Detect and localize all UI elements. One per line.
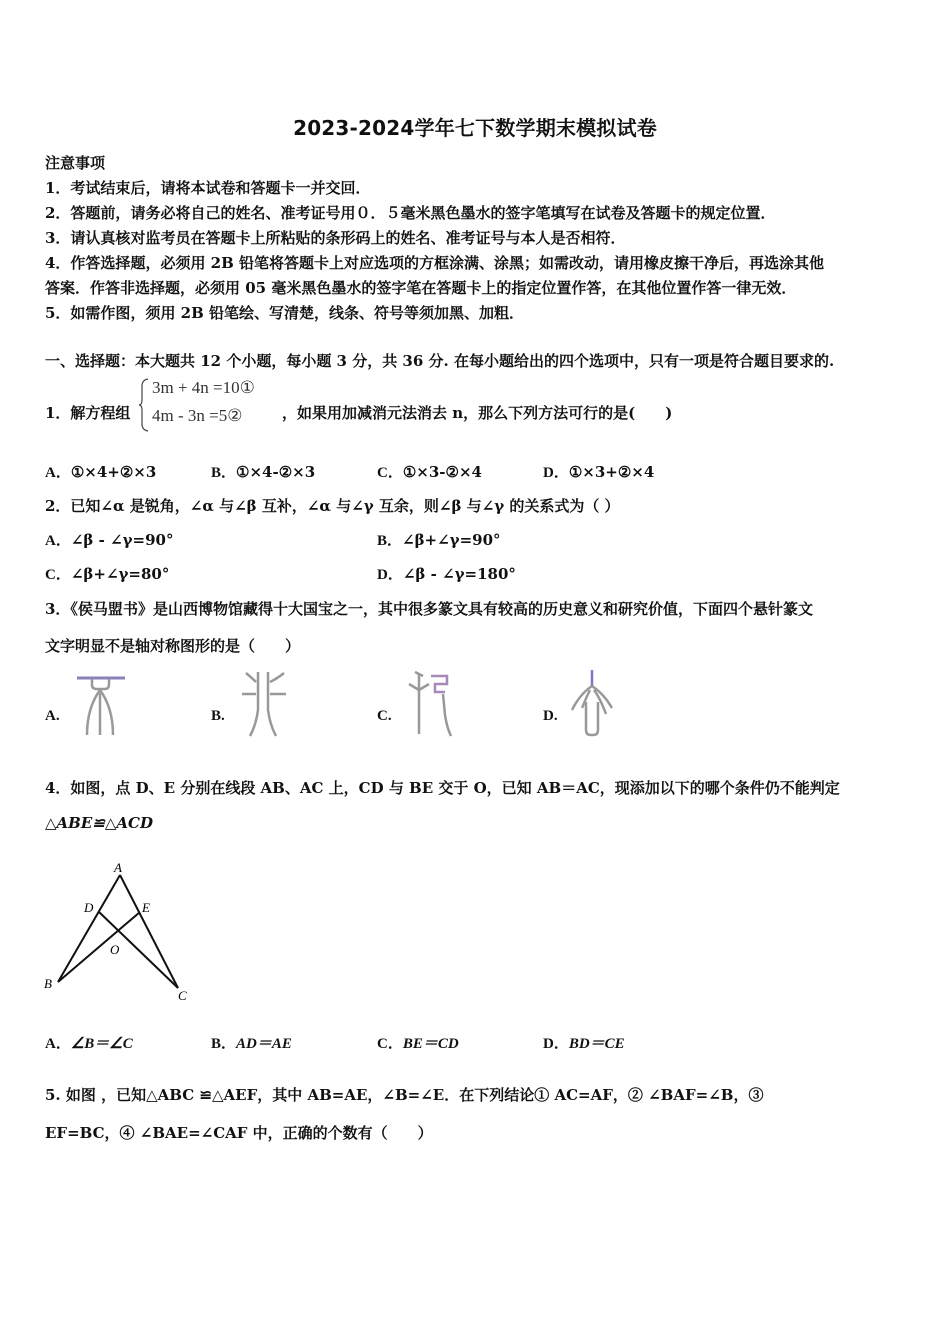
notice-heading: 注意事项 bbox=[45, 154, 106, 172]
q1-option-a[interactable]: A．①×4+②×3 bbox=[45, 463, 157, 481]
seal-glyph-b-icon bbox=[238, 670, 293, 738]
notice-item-3: 3．请认真核对监考员在答题卡上所粘贴的条形码上的姓名、准考证号与本人是否相符． bbox=[45, 229, 626, 247]
q3-option-a[interactable]: A. bbox=[45, 708, 60, 724]
svg-text:D: D bbox=[84, 900, 94, 915]
notice-item-5: 5．如需作图，须用 2B 铅笔绘、写清楚，线条、符号等须加黑、加粗． bbox=[45, 304, 524, 322]
question-5-stem-line2: EF=BC，④ ∠BAE=∠CAF 中，正确的个数有（ ） bbox=[45, 1124, 433, 1142]
q2-option-a[interactable]: A．∠β - ∠γ=90° bbox=[45, 531, 174, 549]
question-4-stem-line1: 4．如图，点 D、E 分别在线段 AB、AC 上，CD 与 BE 交于 O，已知 AB＝AC，现添加以下的哪个条件仍不能判定 bbox=[45, 779, 840, 797]
q2-option-d[interactable]: D．∠β - ∠γ=180° bbox=[377, 565, 516, 583]
q4-option-d[interactable]: D．BD＝CE bbox=[543, 1036, 625, 1052]
svg-text:B: B bbox=[44, 976, 52, 991]
question-3-stem-line1: 3．《侯马盟书》是山西博物馆藏得十大国宝之一，其中很多篆文具有较高的历史意义和研究价值，下面四个悬针篆文 bbox=[45, 600, 813, 618]
svg-text:A: A bbox=[114, 860, 122, 875]
question-2-stem: 2．已知∠α 是锐角，∠α 与∠β 互补，∠α 与∠γ 互余，则∠β 与∠γ 的关系式为（ ） bbox=[45, 497, 620, 515]
q4-option-b[interactable]: B．AD＝AE bbox=[211, 1036, 292, 1052]
q3-option-b[interactable]: B. bbox=[211, 708, 225, 724]
q3-option-d[interactable]: D. bbox=[543, 708, 558, 724]
question-4-stem-line2: △ABE≌△ACD bbox=[45, 814, 153, 832]
svg-text:C: C bbox=[178, 988, 187, 1003]
question-3-stem-line2: 文字明显不是轴对称图形的是（ ） bbox=[45, 637, 301, 655]
q3-option-c[interactable]: C. bbox=[377, 708, 392, 724]
q1-option-b[interactable]: B．①×4-②×3 bbox=[211, 463, 316, 481]
question-1-suffix: ，如果用加减消元法消去 n，那么下列方法可行的是( ) bbox=[282, 404, 673, 422]
q1-option-d[interactable]: D．①×3+②×4 bbox=[543, 463, 655, 481]
equation-1: 3m + 4n =10① bbox=[152, 378, 255, 397]
equation-2: 4m - 3n =5② bbox=[152, 406, 243, 425]
q2-option-b[interactable]: B．∠β+∠γ=90° bbox=[377, 531, 501, 549]
notice-item-4: 4．作答选择题，必须用 2B 铅笔将答题卡上对应选项的方框涂满、涂黑；如需改动，请用橡皮擦干净后，再选涂其他 bbox=[45, 254, 825, 272]
q1-option-c[interactable]: C．①×3-②×4 bbox=[377, 463, 482, 481]
equation-system bbox=[138, 378, 278, 432]
svg-text:O: O bbox=[110, 942, 120, 957]
svg-text:E: E bbox=[142, 900, 150, 915]
page-title: 2023-2024学年七下数学期末模拟试卷 bbox=[293, 116, 657, 140]
notice-item-4-cont: 答案．作答非选择题，必须用 05 毫米黑色墨水的签字笔在答题卡上的指定位置作答，在其他位置作答一律无效． bbox=[45, 279, 797, 297]
seal-glyph-a-icon bbox=[75, 673, 130, 738]
brace-icon bbox=[138, 378, 150, 432]
question-1-prefix: 1．解方程组 bbox=[45, 404, 131, 422]
question-5-stem-line1: 5. 如图 ，已知△ABC ≌△AEF，其中 AB=AE，∠B=∠E．在下列结论① AC=AF，② ∠BAF=∠B，③ bbox=[45, 1086, 764, 1104]
notice-item-2: 2．答题前，请务必将自己的姓名、准考证号用０．５毫米黑色墨水的签字笔填写在试卷及答题卡的规定位置． bbox=[45, 204, 776, 222]
q2-option-c[interactable]: C．∠β+∠γ=80° bbox=[45, 565, 170, 583]
section-heading: 一、选择题：本大题共 12 个小题，每小题 3 分，共 36 分. 在每小题给出的四个选项中，只有一项是符合题目要求的. bbox=[45, 352, 835, 370]
notice-item-1: 1．考试结束后，请将本试卷和答题卡一并交回． bbox=[45, 179, 371, 197]
q4-option-a[interactable]: A．∠B＝∠C bbox=[45, 1036, 133, 1052]
triangle-figure bbox=[40, 860, 200, 1010]
seal-glyph-d-icon bbox=[568, 668, 618, 738]
seal-glyph-c-icon bbox=[405, 670, 460, 738]
q4-option-c[interactable]: C．BE＝CD bbox=[377, 1036, 459, 1052]
